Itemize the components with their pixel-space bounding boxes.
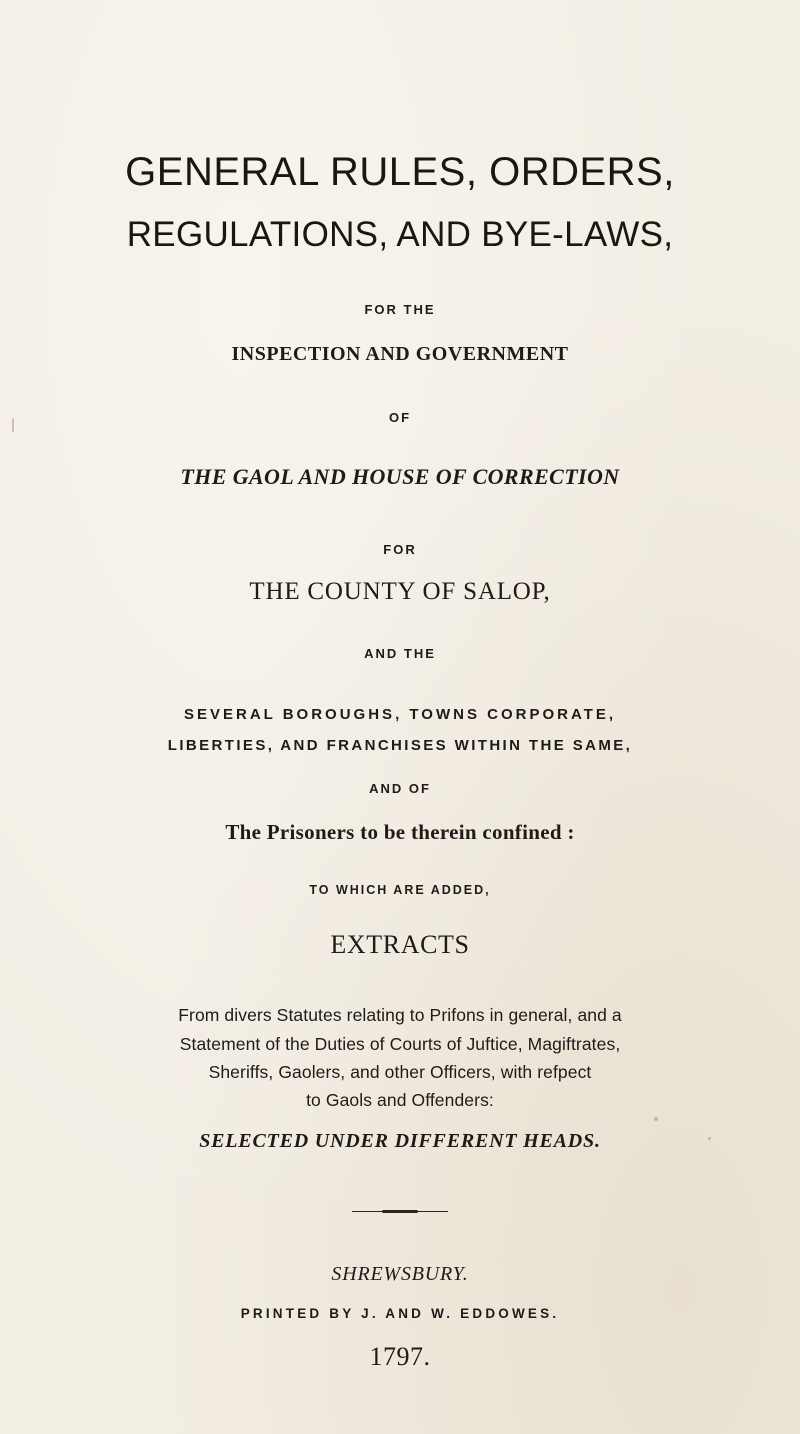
and-the-label: AND THE [364,646,436,661]
paper-speck [654,1117,658,1121]
imprint-printer: PRINTED BY J. AND W. EDDOWES. [240,1306,560,1321]
main-title-line-2: REGULATIONS, AND BYE-LAWS, [126,215,674,254]
statutes-paragraph-line-1: From divers Statutes relating to Prifons in general, and a [178,1005,622,1025]
statutes-paragraph-line-3: Sheriffs, Gaolers, and other Officers, with refpect [208,1062,592,1082]
imprint-place: SHREWSBURY. [331,1263,469,1285]
several-boroughs-line: SEVERAL BOROUGHS, TOWNS CORPORATE, [183,706,617,723]
to-which-added-label: TO WHICH ARE ADDED, [309,883,491,897]
county-heading: THE COUNTY OF SALOP, [249,578,551,605]
inspection-heading: INSPECTION AND GOVERNMENT [231,343,569,365]
liberties-line: LIBERTIES, AND FRANCHISES WITHIN THE SAME, [167,737,633,754]
paper-speck [708,1137,711,1140]
and-of-label: AND OF [369,781,431,796]
for-label: FOR [383,542,417,557]
selected-heads-line: SELECTED UNDER DIFFERENT HEADS. [199,1130,601,1152]
ornamental-rule [352,1210,448,1213]
gaol-heading: THE GAOL AND HOUSE OF CORRECTION [180,464,620,489]
paper-speck [12,418,14,432]
statutes-paragraph-line-2: Statement of the Duties of Courts of Juftice, Magiftrates, [179,1034,621,1054]
statutes-paragraph-line-4: to Gaols and Offenders: [306,1090,494,1110]
imprint-year: 1797. [369,1342,431,1371]
prisoners-line: The Prisoners to be therein confined : [225,820,575,844]
main-title-line-1: GENERAL RULES, ORDERS, [125,150,675,194]
of-label: OF [388,410,412,425]
extracts-heading: EXTRACTS [330,930,470,959]
for-the-label: FOR THE [364,302,436,317]
